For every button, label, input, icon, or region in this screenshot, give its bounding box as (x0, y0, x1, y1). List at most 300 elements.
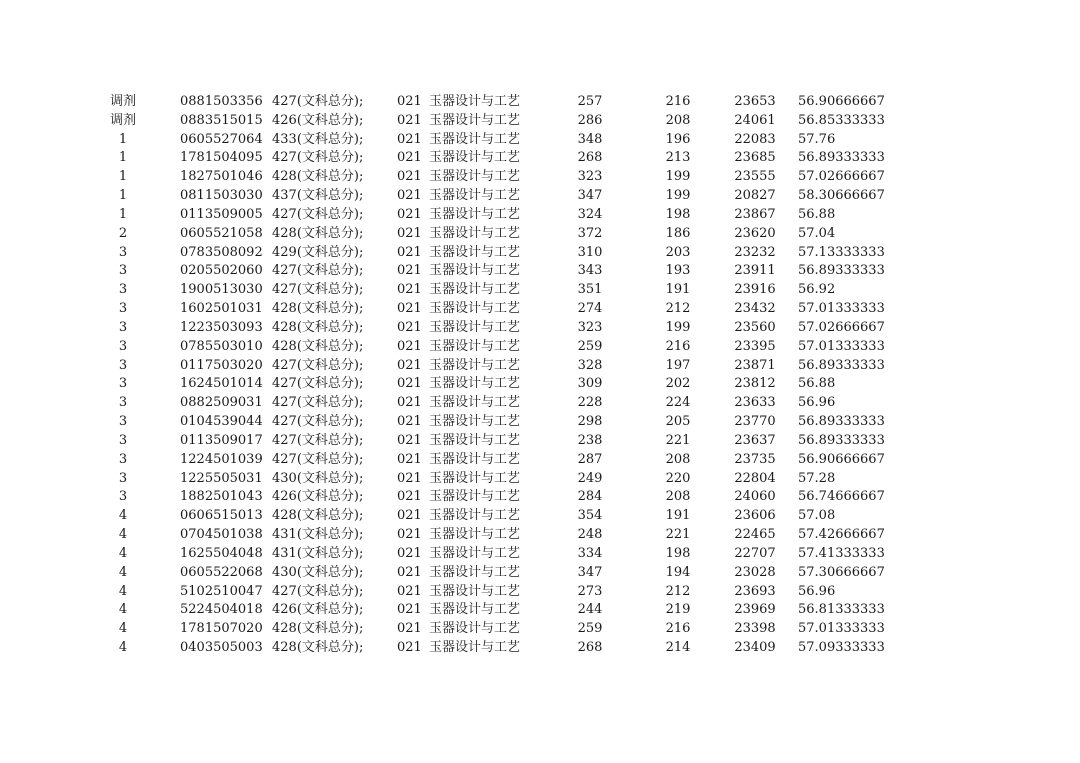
table-row (100, 583, 900, 602)
subject-score-2-cell: 193 (665, 263, 691, 279)
composite-score-cell: 56.90666667 (798, 451, 885, 467)
major-name-cell: 玉器设计与工艺 (429, 583, 521, 599)
rank-cell: 23685 (734, 150, 776, 166)
rank-cell: 23409 (734, 640, 776, 656)
major-name-cell: 玉器设计与工艺 (429, 545, 521, 561)
subject-score-2-cell: 202 (665, 376, 691, 392)
major-name-cell: 玉器设计与工艺 (429, 432, 521, 448)
rank-cell: 23232 (734, 244, 776, 260)
candidate-id-cell: 1882501043 (180, 489, 263, 505)
major-code-cell: 021 (397, 94, 422, 109)
candidate-id-cell: 0605521058 (180, 225, 263, 241)
table-row (100, 375, 900, 394)
candidate-id-cell: 0606515013 (180, 508, 263, 524)
rank-cell: 23770 (734, 414, 776, 430)
candidate-id-cell: 0704501038 (180, 527, 263, 543)
total-score-cell: 428(文科总分); (272, 640, 364, 656)
subject-score-2-cell: 197 (665, 357, 691, 373)
admission-type-cell: 3 (118, 338, 128, 354)
composite-score-cell: 56.81333333 (798, 602, 885, 618)
subject-score-1-cell: 257 (577, 94, 603, 109)
subject-score-1-cell: 310 (577, 244, 603, 260)
candidate-id-cell: 1625504048 (180, 545, 263, 561)
rank-cell: 23398 (734, 621, 776, 637)
total-score-cell: 427(文科总分); (272, 414, 364, 430)
major-code-cell: 021 (397, 206, 422, 222)
candidate-id-cell: 1225505031 (180, 470, 263, 486)
subject-score-2-cell: 208 (665, 451, 691, 467)
major-code-cell: 021 (397, 470, 422, 486)
total-score-cell: 427(文科总分); (272, 282, 364, 298)
table-row (100, 488, 900, 507)
major-code-cell: 021 (397, 432, 422, 448)
major-name-cell: 玉器设计与工艺 (429, 564, 521, 580)
rank-cell: 20827 (734, 188, 776, 204)
major-name-cell: 玉器设计与工艺 (429, 640, 521, 656)
total-score-cell: 429(文科总分); (272, 244, 364, 260)
total-score-cell: 431(文科总分); (272, 545, 364, 561)
subject-score-1-cell: 244 (577, 602, 603, 618)
major-name-cell: 玉器设计与工艺 (429, 395, 521, 411)
rank-cell: 23633 (734, 395, 776, 411)
admission-type-cell: 4 (118, 640, 128, 656)
rank-cell: 23637 (734, 432, 776, 448)
major-code-cell: 021 (397, 150, 422, 166)
candidate-id-cell: 1827501046 (180, 169, 263, 185)
subject-score-2-cell: 213 (665, 150, 691, 166)
major-code-cell: 021 (397, 338, 422, 354)
total-score-cell: 431(文科总分); (272, 527, 364, 543)
major-code-cell: 021 (397, 545, 422, 561)
total-score-cell: 430(文科总分); (272, 564, 364, 580)
total-score-cell: 427(文科总分); (272, 432, 364, 448)
admission-type-cell: 3 (118, 282, 128, 298)
subject-score-1-cell: 347 (577, 564, 603, 580)
candidate-id-cell: 0881503356 (180, 94, 263, 109)
subject-score-1-cell: 323 (577, 169, 603, 185)
subject-score-2-cell: 199 (665, 319, 691, 335)
subject-score-2-cell: 199 (665, 169, 691, 185)
admission-type-cell: 1 (118, 131, 128, 147)
composite-score-cell: 56.92 (798, 282, 836, 298)
rank-cell: 23653 (734, 94, 776, 109)
table-row (100, 93, 900, 112)
admission-type-cell: 4 (118, 564, 128, 580)
composite-score-cell: 56.85333333 (798, 112, 885, 128)
subject-score-1-cell: 309 (577, 376, 603, 392)
subject-score-1-cell: 287 (577, 451, 603, 467)
composite-score-cell: 56.74666667 (798, 489, 885, 505)
composite-score-cell: 57.02666667 (798, 169, 885, 185)
subject-score-2-cell: 186 (665, 225, 691, 241)
total-score-cell: 428(文科总分); (272, 338, 364, 354)
candidate-id-cell: 0104539044 (180, 414, 263, 430)
major-code-cell: 021 (397, 301, 422, 317)
total-score-cell: 427(文科总分); (272, 94, 364, 109)
major-name-cell: 玉器设计与工艺 (429, 470, 521, 486)
major-code-cell: 021 (397, 602, 422, 618)
major-name-cell: 玉器设计与工艺 (429, 225, 521, 241)
candidate-id-cell: 0403505003 (180, 640, 263, 656)
subject-score-2-cell: 198 (665, 545, 691, 561)
admission-type-cell: 3 (118, 470, 128, 486)
composite-score-cell: 57.08 (798, 508, 836, 524)
subject-score-1-cell: 259 (577, 338, 603, 354)
admission-type-cell: 1 (118, 150, 128, 166)
major-code-cell: 021 (397, 527, 422, 543)
total-score-cell: 428(文科总分); (272, 301, 364, 317)
subject-score-2-cell: 191 (665, 508, 691, 524)
subject-score-1-cell: 268 (577, 640, 603, 656)
table-row (100, 112, 900, 131)
major-name-cell: 玉器设计与工艺 (429, 188, 521, 204)
subject-score-1-cell: 347 (577, 188, 603, 204)
table-row (100, 451, 900, 470)
rank-cell: 23555 (734, 169, 776, 185)
table-row (100, 526, 900, 545)
total-score-cell: 427(文科总分); (272, 263, 364, 279)
major-code-cell: 021 (397, 621, 422, 637)
composite-score-cell: 56.96 (798, 395, 836, 411)
major-name-cell: 玉器设计与工艺 (429, 206, 521, 222)
admission-type-cell: 3 (118, 301, 128, 317)
composite-score-cell: 57.30666667 (798, 564, 885, 580)
table-row (100, 620, 900, 639)
composite-score-cell: 56.89333333 (798, 150, 885, 166)
composite-score-cell: 56.89333333 (798, 432, 885, 448)
composite-score-cell: 56.89333333 (798, 414, 885, 430)
table-row (100, 319, 900, 338)
total-score-cell: 428(文科总分); (272, 508, 364, 524)
subject-score-2-cell: 208 (665, 112, 691, 128)
table-row (100, 639, 900, 658)
composite-score-cell: 57.09333333 (798, 640, 885, 656)
major-code-cell: 021 (397, 564, 422, 580)
major-code-cell: 021 (397, 112, 422, 128)
subject-score-2-cell: 216 (665, 338, 691, 354)
table-row (100, 394, 900, 413)
subject-score-2-cell: 191 (665, 282, 691, 298)
candidate-id-cell: 1602501031 (180, 301, 263, 317)
admission-type-cell: 3 (118, 414, 128, 430)
major-name-cell: 玉器设计与工艺 (429, 112, 521, 128)
major-code-cell: 021 (397, 508, 422, 524)
table-row (100, 357, 900, 376)
subject-score-2-cell: 220 (665, 470, 691, 486)
admission-type-cell: 3 (118, 489, 128, 505)
admission-type-cell: 4 (118, 545, 128, 561)
candidate-id-cell: 0117503020 (180, 357, 263, 373)
subject-score-1-cell: 286 (577, 112, 603, 128)
rank-cell: 23028 (734, 564, 776, 580)
subject-score-2-cell: 221 (665, 432, 691, 448)
rank-cell: 22707 (734, 545, 776, 561)
major-code-cell: 021 (397, 319, 422, 335)
major-code-cell: 021 (397, 489, 422, 505)
rank-cell: 23395 (734, 338, 776, 354)
composite-score-cell: 57.76 (798, 131, 836, 147)
subject-score-1-cell: 324 (577, 206, 603, 222)
composite-score-cell: 57.01333333 (798, 338, 885, 354)
total-score-cell: 427(文科总分); (272, 583, 364, 599)
candidate-id-cell: 0783508092 (180, 244, 263, 260)
subject-score-1-cell: 348 (577, 131, 603, 147)
admission-type-cell: 3 (118, 451, 128, 467)
total-score-cell: 433(文科总分); (272, 131, 364, 147)
subject-score-2-cell: 221 (665, 527, 691, 543)
subject-score-1-cell: 372 (577, 225, 603, 241)
total-score-cell: 426(文科总分); (272, 602, 364, 618)
admission-type-cell: 1 (118, 188, 128, 204)
total-score-cell: 427(文科总分); (272, 150, 364, 166)
subject-score-2-cell: 212 (665, 301, 691, 317)
subject-score-1-cell: 323 (577, 319, 603, 335)
composite-score-cell: 56.96 (798, 583, 836, 599)
subject-score-2-cell: 214 (665, 640, 691, 656)
candidate-id-cell: 1624501014 (180, 376, 263, 392)
subject-score-1-cell: 284 (577, 489, 603, 505)
major-code-cell: 021 (397, 640, 422, 656)
subject-score-1-cell: 273 (577, 583, 603, 599)
composite-score-cell: 57.02666667 (798, 319, 885, 335)
major-code-cell: 021 (397, 169, 422, 185)
major-name-cell: 玉器设计与工艺 (429, 508, 521, 524)
major-name-cell: 玉器设计与工艺 (429, 376, 521, 392)
total-score-cell: 427(文科总分); (272, 357, 364, 373)
subject-score-2-cell: 196 (665, 131, 691, 147)
composite-score-cell: 56.89333333 (798, 263, 885, 279)
candidate-id-cell: 1781504095 (180, 150, 263, 166)
candidate-id-cell: 1900513030 (180, 282, 263, 298)
admission-type-cell: 3 (118, 319, 128, 335)
table-row (100, 262, 900, 281)
subject-score-1-cell: 354 (577, 508, 603, 524)
subject-score-1-cell: 274 (577, 301, 603, 317)
total-score-cell: 437(文科总分); (272, 188, 364, 204)
rank-cell: 22083 (734, 131, 776, 147)
major-code-cell: 021 (397, 451, 422, 467)
subject-score-2-cell: 216 (665, 621, 691, 637)
total-score-cell: 428(文科总分); (272, 319, 364, 335)
major-name-cell: 玉器设计与工艺 (429, 131, 521, 147)
table-row (100, 131, 900, 150)
major-name-cell: 玉器设计与工艺 (429, 357, 521, 373)
major-name-cell: 玉器设计与工艺 (429, 301, 521, 317)
rank-cell: 23606 (734, 508, 776, 524)
rank-cell: 23911 (734, 263, 776, 279)
rank-cell: 22465 (734, 527, 776, 543)
major-code-cell: 021 (397, 583, 422, 599)
admission-type-cell: 4 (118, 602, 128, 618)
candidate-id-cell: 0113509005 (180, 206, 263, 222)
candidate-id-cell: 0785503010 (180, 338, 263, 354)
subject-score-1-cell: 238 (577, 432, 603, 448)
subject-score-2-cell: 203 (665, 244, 691, 260)
subject-score-2-cell: 224 (665, 395, 691, 411)
table-row (100, 300, 900, 319)
table-row (100, 338, 900, 357)
admission-type-cell: 3 (118, 376, 128, 392)
composite-score-cell: 56.90666667 (798, 94, 885, 109)
table-row (100, 281, 900, 300)
admission-type-cell: 1 (118, 169, 128, 185)
major-name-cell: 玉器设计与工艺 (429, 282, 521, 298)
rank-cell: 23969 (734, 602, 776, 618)
rank-cell: 23620 (734, 225, 776, 241)
major-code-cell: 021 (397, 131, 422, 147)
subject-score-1-cell: 228 (577, 395, 603, 411)
candidate-id-cell: 0605522068 (180, 564, 263, 580)
subject-score-1-cell: 334 (577, 545, 603, 561)
major-name-cell: 玉器设计与工艺 (429, 169, 521, 185)
subject-score-2-cell: 194 (665, 564, 691, 580)
candidate-id-cell: 0883515015 (180, 112, 263, 128)
total-score-cell: 427(文科总分); (272, 451, 364, 467)
candidate-id-cell: 0205502060 (180, 263, 263, 279)
composite-score-cell: 56.88 (798, 206, 836, 222)
major-code-cell: 021 (397, 414, 422, 430)
admission-type-cell: 3 (118, 432, 128, 448)
table-row (100, 206, 900, 225)
subject-score-2-cell: 199 (665, 188, 691, 204)
table-row (100, 149, 900, 168)
admission-type-cell: 2 (118, 225, 128, 241)
subject-score-1-cell: 268 (577, 150, 603, 166)
rank-cell: 24060 (734, 489, 776, 505)
subject-score-2-cell: 208 (665, 489, 691, 505)
subject-score-1-cell: 298 (577, 414, 603, 430)
admission-type-cell: 4 (118, 621, 128, 637)
admission-type-cell: 4 (118, 583, 128, 599)
rank-cell: 23867 (734, 206, 776, 222)
total-score-cell: 427(文科总分); (272, 376, 364, 392)
major-name-cell: 玉器设计与工艺 (429, 602, 521, 618)
table-row (100, 545, 900, 564)
candidate-id-cell: 1224501039 (180, 451, 263, 467)
major-code-cell: 021 (397, 376, 422, 392)
rank-cell: 23432 (734, 301, 776, 317)
composite-score-cell: 56.88 (798, 376, 836, 392)
major-name-cell: 玉器设计与工艺 (429, 244, 521, 260)
composite-score-cell: 58.30666667 (798, 188, 885, 204)
candidate-id-cell: 0811503030 (180, 188, 263, 204)
major-code-cell: 021 (397, 225, 422, 241)
rank-cell: 23735 (734, 451, 776, 467)
major-name-cell: 玉器设计与工艺 (429, 527, 521, 543)
major-name-cell: 玉器设计与工艺 (429, 150, 521, 166)
table-row (100, 601, 900, 620)
admission-type-cell: 3 (118, 244, 128, 260)
composite-score-cell: 57.01333333 (798, 621, 885, 637)
major-name-cell: 玉器设计与工艺 (429, 94, 521, 109)
admission-type-cell: 3 (118, 357, 128, 373)
candidate-id-cell: 1223503093 (180, 319, 263, 335)
subject-score-2-cell: 219 (665, 602, 691, 618)
composite-score-cell: 57.42666667 (798, 527, 885, 543)
major-name-cell: 玉器设计与工艺 (429, 451, 521, 467)
total-score-cell: 430(文科总分); (272, 470, 364, 486)
subject-score-2-cell: 216 (665, 94, 691, 109)
composite-score-cell: 57.01333333 (798, 301, 885, 317)
table-row (100, 225, 900, 244)
candidate-id-cell: 1781507020 (180, 621, 263, 637)
major-code-cell: 021 (397, 188, 422, 204)
subject-score-1-cell: 249 (577, 470, 603, 486)
rank-cell: 23916 (734, 282, 776, 298)
major-name-cell: 玉器设计与工艺 (429, 319, 521, 335)
subject-score-1-cell: 343 (577, 263, 603, 279)
table-row (100, 432, 900, 451)
major-name-cell: 玉器设计与工艺 (429, 263, 521, 279)
rank-cell: 22804 (734, 470, 776, 486)
score-table (100, 93, 900, 658)
total-score-cell: 426(文科总分); (272, 112, 364, 128)
subject-score-2-cell: 212 (665, 583, 691, 599)
major-code-cell: 021 (397, 263, 422, 279)
total-score-cell: 426(文科总分); (272, 489, 364, 505)
admission-type-cell: 3 (118, 263, 128, 279)
major-name-cell: 玉器设计与工艺 (429, 621, 521, 637)
rank-cell: 23560 (734, 319, 776, 335)
major-name-cell: 玉器设计与工艺 (429, 338, 521, 354)
rank-cell: 24061 (734, 112, 776, 128)
major-name-cell: 玉器设计与工艺 (429, 489, 521, 505)
candidate-id-cell: 0113509017 (180, 432, 263, 448)
subject-score-1-cell: 328 (577, 357, 603, 373)
table-row (100, 470, 900, 489)
candidate-id-cell: 0882509031 (180, 395, 263, 411)
admission-type-cell: 调剂 (109, 112, 136, 128)
total-score-cell: 428(文科总分); (272, 621, 364, 637)
composite-score-cell: 57.13333333 (798, 244, 885, 260)
total-score-cell: 428(文科总分); (272, 169, 364, 185)
admission-type-cell: 调剂 (109, 94, 136, 109)
composite-score-cell: 57.04 (798, 225, 836, 241)
admission-type-cell: 1 (118, 206, 128, 222)
major-code-cell: 021 (397, 282, 422, 298)
candidate-id-cell: 0605527064 (180, 131, 263, 147)
subject-score-2-cell: 198 (665, 206, 691, 222)
composite-score-cell: 56.89333333 (798, 357, 885, 373)
admission-type-cell: 4 (118, 508, 128, 524)
candidate-id-cell: 5102510047 (180, 583, 263, 599)
composite-score-cell: 57.41333333 (798, 545, 885, 561)
rank-cell: 23871 (734, 357, 776, 373)
composite-score-cell: 57.28 (798, 470, 836, 486)
total-score-cell: 428(文科总分); (272, 225, 364, 241)
major-name-cell: 玉器设计与工艺 (429, 414, 521, 430)
table-row (100, 244, 900, 263)
subject-score-1-cell: 351 (577, 282, 603, 298)
candidate-id-cell: 5224504018 (180, 602, 263, 618)
table-row (100, 507, 900, 526)
table-row (100, 187, 900, 206)
table-row (100, 564, 900, 583)
rank-cell: 23812 (734, 376, 776, 392)
subject-score-1-cell: 248 (577, 527, 603, 543)
table-row (100, 413, 900, 432)
total-score-cell: 427(文科总分); (272, 206, 364, 222)
rank-cell: 23693 (734, 583, 776, 599)
major-code-cell: 021 (397, 357, 422, 373)
admission-type-cell: 4 (118, 527, 128, 543)
total-score-cell: 427(文科总分); (272, 395, 364, 411)
major-code-cell: 021 (397, 244, 422, 260)
major-code-cell: 021 (397, 395, 422, 411)
table-row (100, 168, 900, 187)
admission-type-cell: 3 (118, 395, 128, 411)
subject-score-2-cell: 205 (665, 414, 691, 430)
